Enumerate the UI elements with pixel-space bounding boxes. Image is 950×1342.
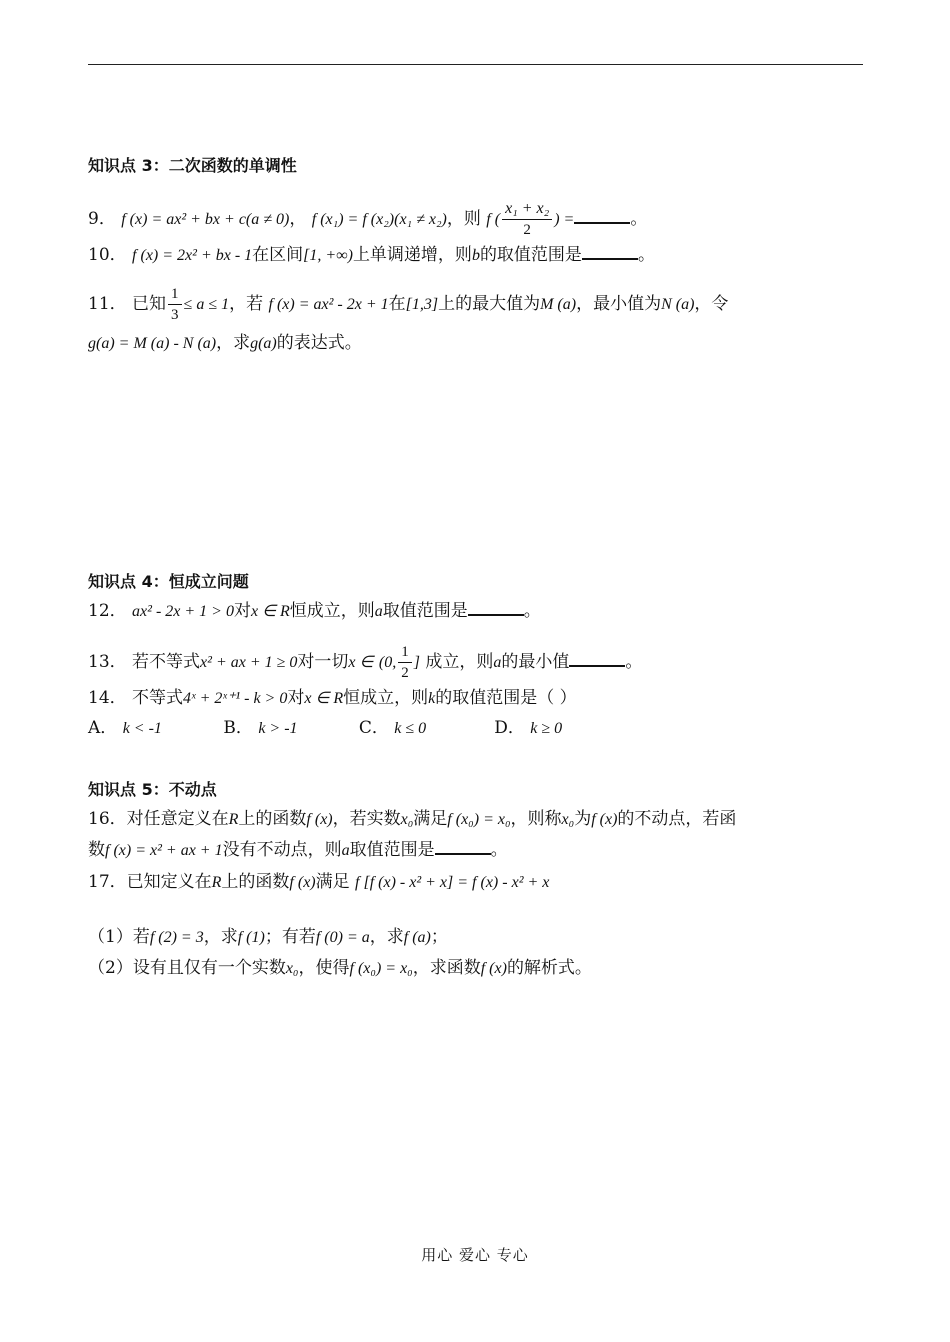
q11-interval: [1,3]: [405, 296, 439, 313]
q12-answer-blank[interactable]: [468, 614, 524, 616]
q17-p1-text-b: ，求: [203, 927, 238, 947]
q17-p1-text-a: （1）若: [88, 927, 150, 947]
q13-interval-close: ]: [413, 654, 420, 671]
q14-text3: 恒成立，则: [343, 688, 429, 708]
q14-choice-a-label: A．: [88, 718, 118, 738]
q17-p2-expr3: f (x): [480, 960, 507, 977]
q11-min: N (a): [661, 296, 695, 313]
q16-l2-var: a: [341, 842, 350, 859]
q9-frac-den: 2: [523, 222, 531, 238]
q16-text6: 为: [574, 809, 592, 829]
q14-text1: 不等式: [132, 688, 184, 708]
q14-choice-a[interactable]: [88, 716, 218, 741]
q9-frac-num: x₁ + x₂: [502, 199, 552, 220]
q10-interval: [1, +∞): [303, 247, 353, 264]
q14-choice-d[interactable]: [494, 716, 624, 741]
question-10: [88, 243, 655, 268]
q9-f-open: f (: [486, 211, 501, 228]
q13-text1: 若不等式: [132, 652, 201, 672]
q12-text3: 取值范围是: [382, 601, 468, 621]
q17-fx: f (x): [289, 874, 316, 891]
q14-choice-b-label: B．: [223, 718, 253, 738]
q17-R: R: [211, 874, 222, 891]
q14-number: 14．: [88, 688, 127, 708]
q16-text5: ，则称: [510, 809, 562, 829]
section-3-title: 知识点 3：二次函数的单调性: [88, 156, 297, 175]
q16-fxb: f (x): [591, 811, 618, 828]
q13-end: 。: [625, 652, 643, 672]
question-16: [88, 807, 736, 832]
q16-l2-text2: 没有不动点，则: [222, 840, 342, 860]
question-9: [88, 199, 647, 240]
q11-text4: 上的最大值为: [438, 294, 541, 314]
question-12: [88, 599, 541, 624]
question-14-choices: [88, 716, 624, 741]
q17-p1-end: ；: [430, 927, 448, 947]
q13-interval-open: (0,: [378, 654, 397, 671]
q11-number: 11．: [88, 294, 127, 314]
q11-expr: f (x) = ax² - 2x + 1: [268, 296, 389, 313]
q13-fraction: [398, 642, 412, 683]
q14-choice-c[interactable]: [359, 716, 489, 741]
q16-l2-end: 。: [490, 840, 508, 860]
question-16-line2: [88, 838, 508, 863]
q17-p1-expr4: f (a): [403, 929, 431, 946]
q17-p2-expr2: f (x₀) = x₀: [349, 960, 413, 977]
q10-number: 10．: [88, 245, 127, 265]
q14-text2: 对: [287, 688, 305, 708]
q17-p1-expr2: f (1): [237, 929, 265, 946]
q14-var: k: [428, 690, 436, 707]
q16-text4: 满足: [413, 809, 448, 829]
q13-var: a: [493, 654, 502, 671]
q14-choice-c-value: k ≤ 0: [394, 720, 427, 737]
q17-p1-text-d: ，求: [369, 927, 404, 947]
question-11-line2: [88, 331, 362, 356]
q13-expr: x² + ax + 1 ≥ 0: [200, 654, 298, 671]
q10-text3: 的取值范围是: [479, 245, 582, 265]
q14-choice-a-value: k < -1: [122, 720, 162, 737]
question-11: [88, 284, 728, 325]
q13-answer-blank[interactable]: [569, 665, 625, 667]
q17-p2-text-b: ，使得: [298, 958, 350, 978]
q16-number: 16．: [88, 809, 127, 829]
q11-cond: ≤ a ≤ 1: [183, 296, 230, 313]
q12-text1: 对: [233, 601, 251, 621]
q16-l2-text1: 数: [88, 840, 105, 860]
q14-expr: 4ˣ + 2ˣ⁺¹ - k > 0: [183, 690, 288, 707]
q13-cond: x ∈: [348, 654, 374, 671]
q11-g-expr: g(a) = M (a) - N (a): [88, 335, 217, 352]
q16-answer-blank[interactable]: [435, 853, 491, 855]
q16-x0: x₀: [400, 811, 414, 828]
q12-expr: ax² - 2x + 1 > 0: [132, 603, 234, 620]
q13-frac-den: 2: [401, 665, 409, 681]
q11-text2: ，若: [229, 294, 264, 314]
q14-cond: x ∈ R: [304, 690, 344, 707]
q11-frac-den: 3: [171, 307, 179, 323]
q17-p2-text-d: 的解析式。: [506, 958, 592, 978]
q11-frac-num: 1: [168, 284, 182, 305]
q10-expr: f (x) = 2x² + bx - 1: [132, 247, 253, 264]
question-17-part2: [88, 956, 592, 981]
q17-p2-text-c: ，求函数: [412, 958, 481, 978]
q9-number: 9．: [88, 209, 116, 229]
q12-number: 12．: [88, 601, 127, 621]
q16-text7: 的不动点，若函: [617, 809, 737, 829]
q9-fraction: [502, 199, 552, 240]
question-13: [88, 642, 642, 683]
q16-x0b: x₀: [561, 811, 575, 828]
q16-l2-text3: 取值范围是: [349, 840, 435, 860]
q17-text1: 已知定义在: [126, 872, 212, 892]
q17-number: 17．: [88, 872, 127, 892]
page-footer: 用心 爱心 专心: [421, 1246, 529, 1264]
q11-text6: ，令: [694, 294, 729, 314]
q10-answer-blank[interactable]: [582, 258, 638, 260]
q13-number: 13．: [88, 652, 127, 672]
question-17: [88, 870, 549, 895]
q10-text1: 在区间: [252, 245, 304, 265]
q17-p1-expr1: f (2) = 3: [149, 929, 204, 946]
q17-text2: 上的函数: [221, 872, 290, 892]
q9-sep: ，: [289, 209, 307, 229]
q14-choice-d-label: D．: [494, 718, 525, 738]
q11-text3: 在: [388, 294, 406, 314]
q10-end: 。: [637, 245, 655, 265]
q17-p1-text-c: ；有若: [264, 927, 316, 947]
q17-p2-text-a: （2）设有且仅有一个实数: [88, 958, 286, 978]
q13-text2: 对一切: [297, 652, 349, 672]
q14-choice-b-value: k > -1: [258, 720, 298, 737]
q16-l2-expr: f (x) = x² + ax + 1: [105, 842, 223, 859]
q14-choice-b[interactable]: [223, 716, 353, 741]
q16-text3: ，若实数: [332, 809, 401, 829]
q13-text3: 成立，则: [425, 652, 494, 672]
q10-text2: 上单调递增，则: [352, 245, 472, 265]
q9-expr1: f (x) = ax² + bx + c(a ≠ 0): [121, 211, 290, 228]
q11-max: M (a): [540, 296, 577, 313]
q17-eq: f [f (x) - x² + x] = f (x) - x² + x: [355, 874, 550, 891]
q16-text2: 上的函数: [238, 809, 307, 829]
q11-text1: 已知: [132, 294, 167, 314]
q12-var: a: [374, 603, 383, 620]
q17-p1-expr3: f (0) = a: [315, 929, 370, 946]
q12-end: 。: [523, 601, 541, 621]
q11-text5: ，最小值为: [576, 294, 662, 314]
q11-fraction: [168, 284, 182, 325]
question-14: [88, 686, 577, 711]
q11-line2-text2: 的表达式。: [276, 333, 362, 353]
q9-end: 。: [630, 209, 648, 229]
q17-text3: 满足: [315, 872, 350, 892]
q9-expr2: f (x₁) = f (x₂)(x₁ ≠ x₂): [311, 211, 447, 228]
q13-frac-num: 1: [398, 642, 412, 663]
question-17-part1: [88, 925, 448, 950]
q9-answer-blank[interactable]: [574, 222, 630, 224]
q12-cond: x ∈ R: [250, 603, 290, 620]
q9-f-close: ) =: [554, 211, 575, 228]
q14-choice-d-value: k ≥ 0: [530, 720, 563, 737]
q16-R: R: [228, 811, 239, 828]
section-4-title: 知识点 4：恒成立问题: [88, 572, 249, 591]
q16-text1: 对任意定义在: [126, 809, 229, 829]
q9-text: ，则: [446, 209, 481, 229]
q14-choice-c-label: C．: [358, 718, 389, 738]
header-rule: [88, 64, 863, 65]
q13-text4: 的最小值: [501, 652, 570, 672]
q11-g: g(a): [250, 335, 277, 352]
section-5-title: 知识点 5：不动点: [88, 780, 217, 799]
q12-text2: 恒成立，则: [289, 601, 375, 621]
q11-line2-text1: ，求: [216, 333, 251, 353]
q16-fx: f (x): [306, 811, 333, 828]
q10-var: b: [471, 247, 480, 264]
q17-p2-expr1: x₀: [285, 960, 299, 977]
q14-text4: 的取值范围是（ ）: [435, 688, 577, 708]
q16-eq: f (x₀) = x₀: [447, 811, 511, 828]
